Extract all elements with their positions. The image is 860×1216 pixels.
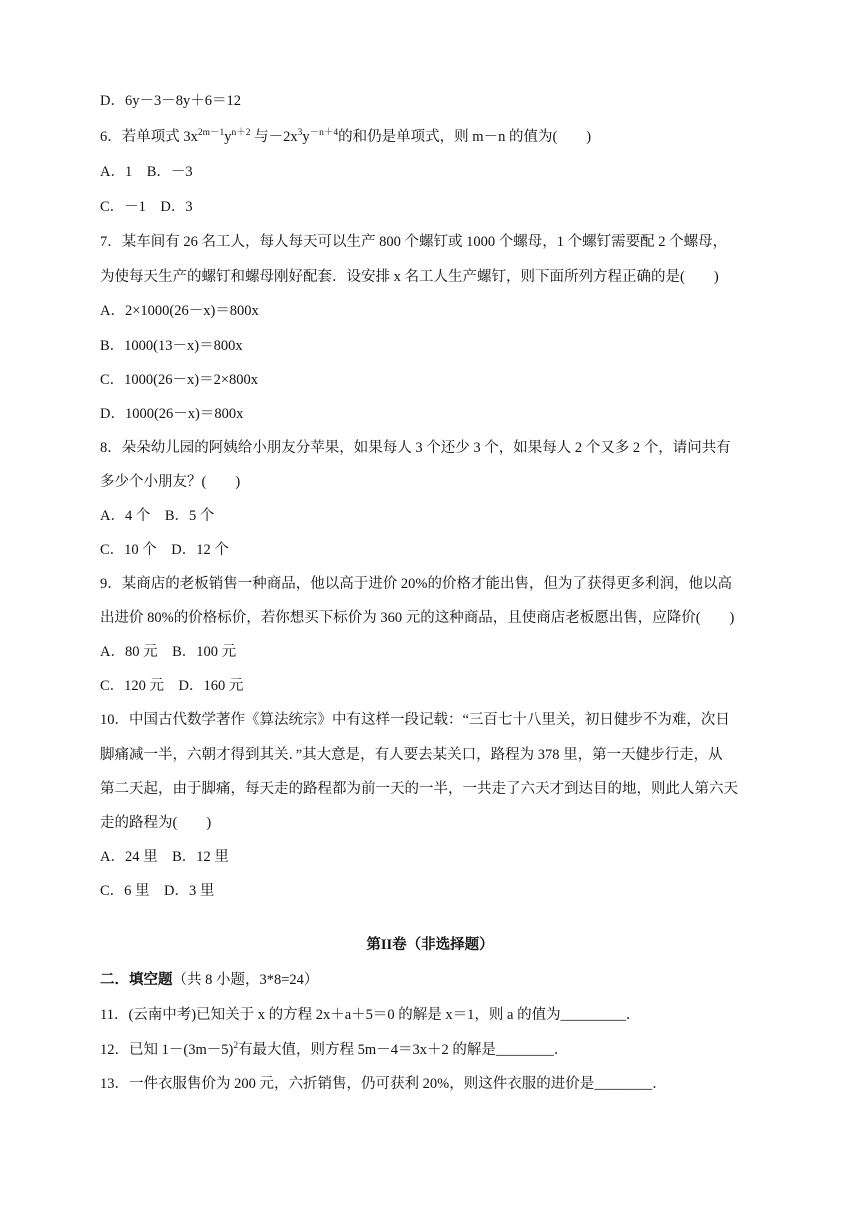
q11-stem: 11．(云南中考)已知关于 x 的方程 2x＋a＋5＝0 的解是 x＝1，则 a 的值为_________． bbox=[100, 1007, 641, 1023]
q9-stem-line2: 出进价 80%的价格标价，若你想买下标价为 360 元的这种商品，且使商店老板愿出售，应降价( ) bbox=[100, 610, 735, 626]
q12-text-2: 有最大值，则方程 5m－4＝3x＋2 的解是________． bbox=[238, 1042, 569, 1058]
q7-option-b: B．1000(13－x)＝800x bbox=[100, 338, 243, 354]
q10-stem-line2: 脚痛减一半，六朝才得到其关．”其大意是，有人要去某关口，路程为 378 里，第一天健步行走，从 bbox=[100, 747, 723, 763]
q10-stem-line3: 第二天起，由于脚痛，每天走的路程都为前一天的一半，一共走了六天才到达目的地，则此人第六天 bbox=[100, 781, 738, 797]
q6-text-1: 6．若单项式 3x bbox=[100, 129, 198, 145]
q12-stem bbox=[100, 1040, 568, 1060]
q7-option-a: A．2×1000(26－x)＝800x bbox=[100, 303, 259, 319]
q13-stem: 13．一件衣服售价为 200 元，六折销售，仍可获利 20%，则这件衣服的进价是________． bbox=[100, 1076, 667, 1092]
q10-options-ab: A．24 里 B．12 里 bbox=[100, 849, 229, 865]
q6-options-cd: C．－1 D．3 bbox=[100, 199, 193, 215]
q6-exponent-4: －n＋4 bbox=[309, 128, 339, 138]
q6-text-3: 与－2x bbox=[250, 129, 298, 145]
q8-options-ab: A．4 个 B．5 个 bbox=[100, 508, 215, 524]
q6-text-5: 的和仍是单项式，则 m－n 的值为( ) bbox=[338, 129, 592, 145]
q5-option-d: D．6y－3－8y＋6＝12 bbox=[100, 93, 241, 109]
q6-options-ab: A．1 B．－3 bbox=[100, 164, 193, 180]
q6-exponent-2: n＋2 bbox=[231, 128, 251, 138]
part2-heading bbox=[100, 970, 318, 990]
q6-exponent-3: 3 bbox=[297, 128, 303, 138]
q8-stem-line1: 8．朵朵幼儿园的阿姨给小朋友分苹果，如果每人 3 个还少 3 个，如果每人 2 个又多 2 个，请问共有 bbox=[100, 440, 731, 456]
q6-stem bbox=[100, 127, 591, 147]
q7-option-c: C．1000(26－x)＝2×800x bbox=[100, 372, 259, 388]
q7-stem-line1: 7．某车间有 26 名工人，每人每天可以生产 800 个螺钉或 1000 个螺母，1 个螺钉需要配 2 个螺母， bbox=[100, 234, 728, 250]
q12-text-1: 12．已知 1－(3m－5) bbox=[100, 1042, 234, 1058]
q7-stem-line2: 为使每天生产的螺钉和螺母刚好配套．设安排 x 名工人生产螺钉，则下面所列方程正确的是( ) bbox=[100, 269, 719, 285]
q6-text-4: y bbox=[302, 129, 310, 145]
q7-option-d: D．1000(26－x)＝800x bbox=[100, 406, 244, 422]
q12-exponent: 2 bbox=[233, 1041, 239, 1051]
q8-stem-line2: 多少个小朋友？( ) bbox=[100, 474, 241, 490]
q10-stem-line1: 10．中国古代数学著作《算法统宗》中有这样一段记载：“三百七十八里关，初日健步不为难，次日 bbox=[100, 712, 730, 728]
part2-heading-note: （共 8 小题，3*8=24） bbox=[172, 972, 319, 988]
section-title: 第II卷（非选择题） bbox=[366, 937, 494, 953]
part2-heading-label: 二．填空题 bbox=[100, 972, 173, 988]
q6-text-2: y bbox=[224, 129, 232, 145]
q8-options-cd: C．10 个 D．12 个 bbox=[100, 542, 229, 558]
q9-options-ab: A．80 元 B．100 元 bbox=[100, 644, 237, 660]
q9-options-cd: C．120 元 D．160 元 bbox=[100, 678, 244, 694]
q6-exponent-1: 2m－1 bbox=[197, 128, 225, 138]
q10-stem-line4: 走的路程为( ) bbox=[100, 815, 212, 831]
q9-stem-line1: 9．某商店的老板销售一种商品，他以高于进价 20%的价格才能出售，但为了获得更多利润，他以高 bbox=[100, 576, 732, 592]
q10-options-cd: C．6 里 D．3 里 bbox=[100, 883, 215, 899]
